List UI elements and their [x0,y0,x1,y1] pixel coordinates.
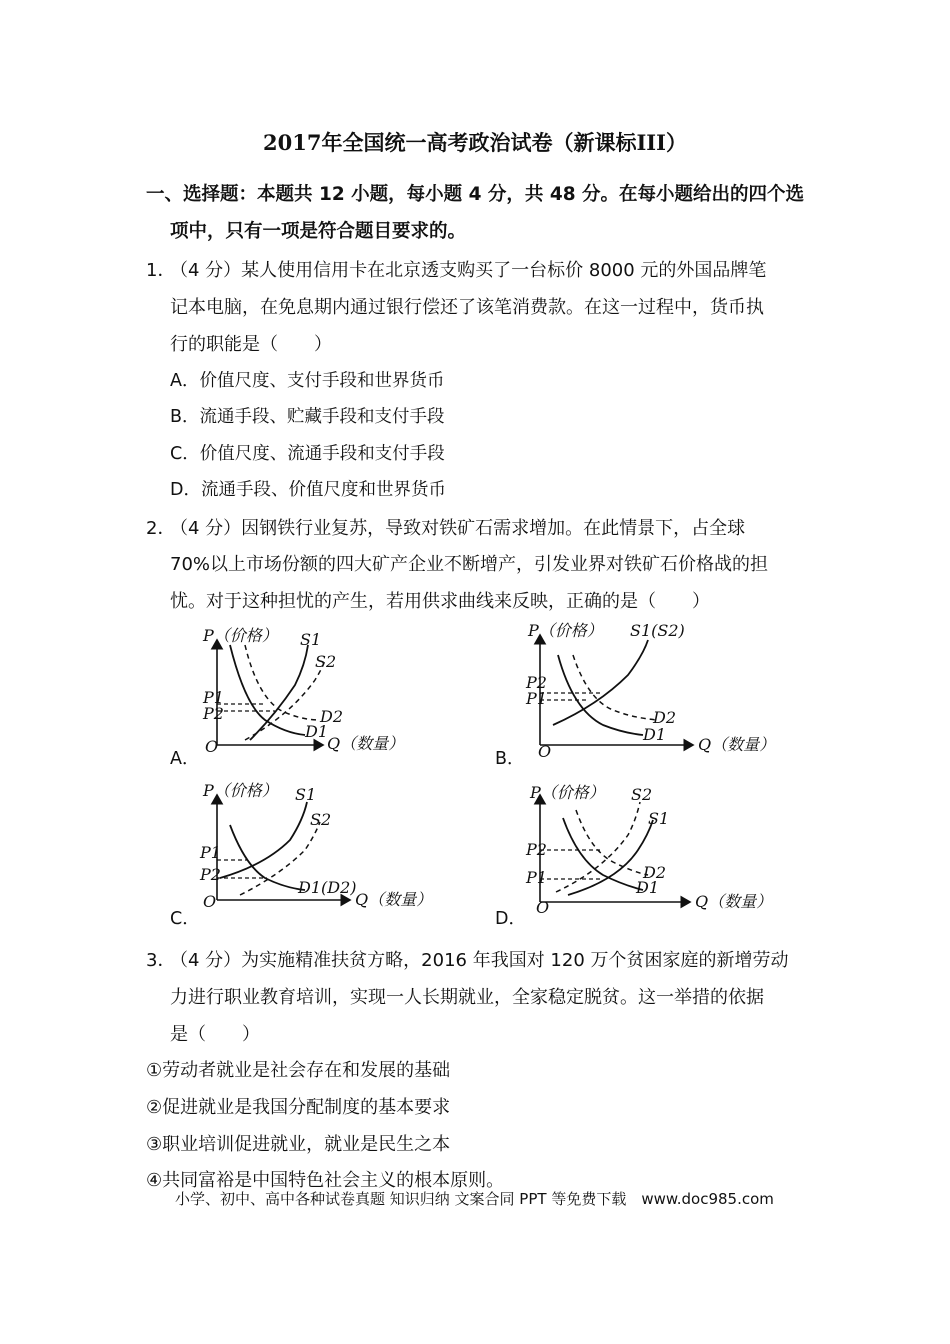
demand-curve-d1 [230,645,305,735]
s1-label: S1 [300,630,322,649]
question-2-line-1: （4 分）因钢铁行业复苏，导致对铁矿石需求增加。在此情景下，占全球 [170,518,746,539]
s1-label: S1 [295,785,317,804]
d2-label: D2 [320,707,344,726]
p2-label: P2 [200,865,221,884]
question-1-number: 1． [146,260,176,281]
question-3-number: 3． [146,950,176,971]
question-1-option-c[interactable]: C．价值尺度、流通手段和支付手段 [170,444,445,464]
d-label: D1(D2) [298,878,357,897]
graph-c [195,780,445,915]
s-label: S1(S2) [630,621,685,640]
demand-curve-d2 [245,645,320,720]
question-1-option-a[interactable]: A．价值尺度、支付手段和世界货币 [170,371,445,391]
supply-curve-s1 [220,802,307,878]
question-2-option-a[interactable]: A． [170,749,200,769]
q-axis-label: Q（数量） [698,735,776,754]
d1-label: D1 [643,725,667,744]
question-3-item-4: ④共同富裕是中国特色社会主义的根本原则。 [146,1170,505,1191]
p1-label: P1 [526,689,547,708]
p2-label: P2 [526,840,547,859]
question-1-line-3: 行的职能是（ ） [170,334,332,355]
p1-label: P1 [526,868,547,887]
p-axis-label: P（价格） [203,626,278,645]
q-axis-label: Q（数量） [695,892,773,911]
p1-label: P1 [200,843,221,862]
question-1-option-d[interactable]: D．流通手段、价值尺度和世界货币 [170,480,446,500]
s2-label: S2 [310,810,332,829]
p-axis-label: P（价格） [528,621,603,640]
p-axis-label: P（价格） [530,783,605,802]
d2-label: D2 [643,863,667,882]
question-3-item-3: ③职业培训促进就业，就业是民生之本 [146,1134,451,1155]
footer-note: 小学、初中、高中各种试卷真题 知识归纳 文案合同 PPT 等免费下载 www.doc985.com [175,1190,774,1208]
question-3-item-1: ①劳动者就业是社会存在和发展的基础 [146,1060,451,1081]
question-2-line-3: 忧。对于这种担忧的产生，若用供求曲线来反映，正确的是（ ） [170,591,710,612]
d2-label: D2 [653,708,677,727]
question-2-option-c[interactable]: C． [170,909,200,929]
question-1-option-b[interactable]: B．流通手段、贮藏手段和支付手段 [170,407,445,427]
question-2-line-2: 70%以上市场份额的四大矿产企业不断增产，引发业界对铁矿石价格战的担 [170,554,769,575]
s1-label: S1 [648,809,670,828]
section-heading-line-2: 项中，只有一项是符合题目要求的。 [170,221,467,242]
question-2-option-d[interactable]: D． [495,909,526,929]
question-3-line-1: （4 分）为实施精准扶贫方略，2016 年我国对 120 万个贫困家庭的新增劳动 [170,950,789,971]
question-3-line-3: 是（ ） [170,1024,260,1045]
origin-label: O [205,737,219,756]
page-title: 2017年全国统一高考政治试卷（新课标III） [263,130,687,155]
demand-curve-d1 [558,655,643,735]
p2-label: P2 [526,673,547,692]
d1-label: D1 [305,722,329,741]
p2-label: P2 [203,704,224,723]
section-heading-line-1: 一、选择题：本题共 12 小题，每小题 4 分，共 48 分。在每小题给出的四个选 [146,184,805,205]
supply-curve-s1 [250,645,308,740]
q-axis-label: Q（数量） [327,734,405,753]
question-2-number: 2． [146,518,176,539]
p-axis-label: P（价格） [203,781,278,800]
question-1-line-2: 记本电脑，在免息期内通过银行偿还了该笔消费款。在这一过程中，货币执 [170,297,764,318]
origin-label: O [538,742,552,761]
q-axis-label: Q（数量） [355,890,433,909]
d1-label: D1 [636,878,660,897]
question-1-line-1: （4 分）某人使用信用卡在北京透支购买了一台标价 8000 元的外国品牌笔 [170,260,767,281]
demand-curve-d2 [576,810,648,875]
graph-b [518,620,778,760]
graph-a [195,625,445,760]
graph-d [518,780,778,915]
origin-label: O [536,898,550,917]
origin-label: O [203,892,217,911]
question-3-line-2: 力进行职业教育培训，实现一人长期就业，全家稳定脱贫。这一举措的依据 [170,987,764,1008]
s2-label: S2 [631,785,653,804]
s2-label: S2 [315,652,337,671]
question-2-option-b[interactable]: B． [495,749,525,769]
p1-label: P1 [203,688,224,707]
question-3-item-2: ②促进就业是我国分配制度的基本要求 [146,1097,451,1118]
